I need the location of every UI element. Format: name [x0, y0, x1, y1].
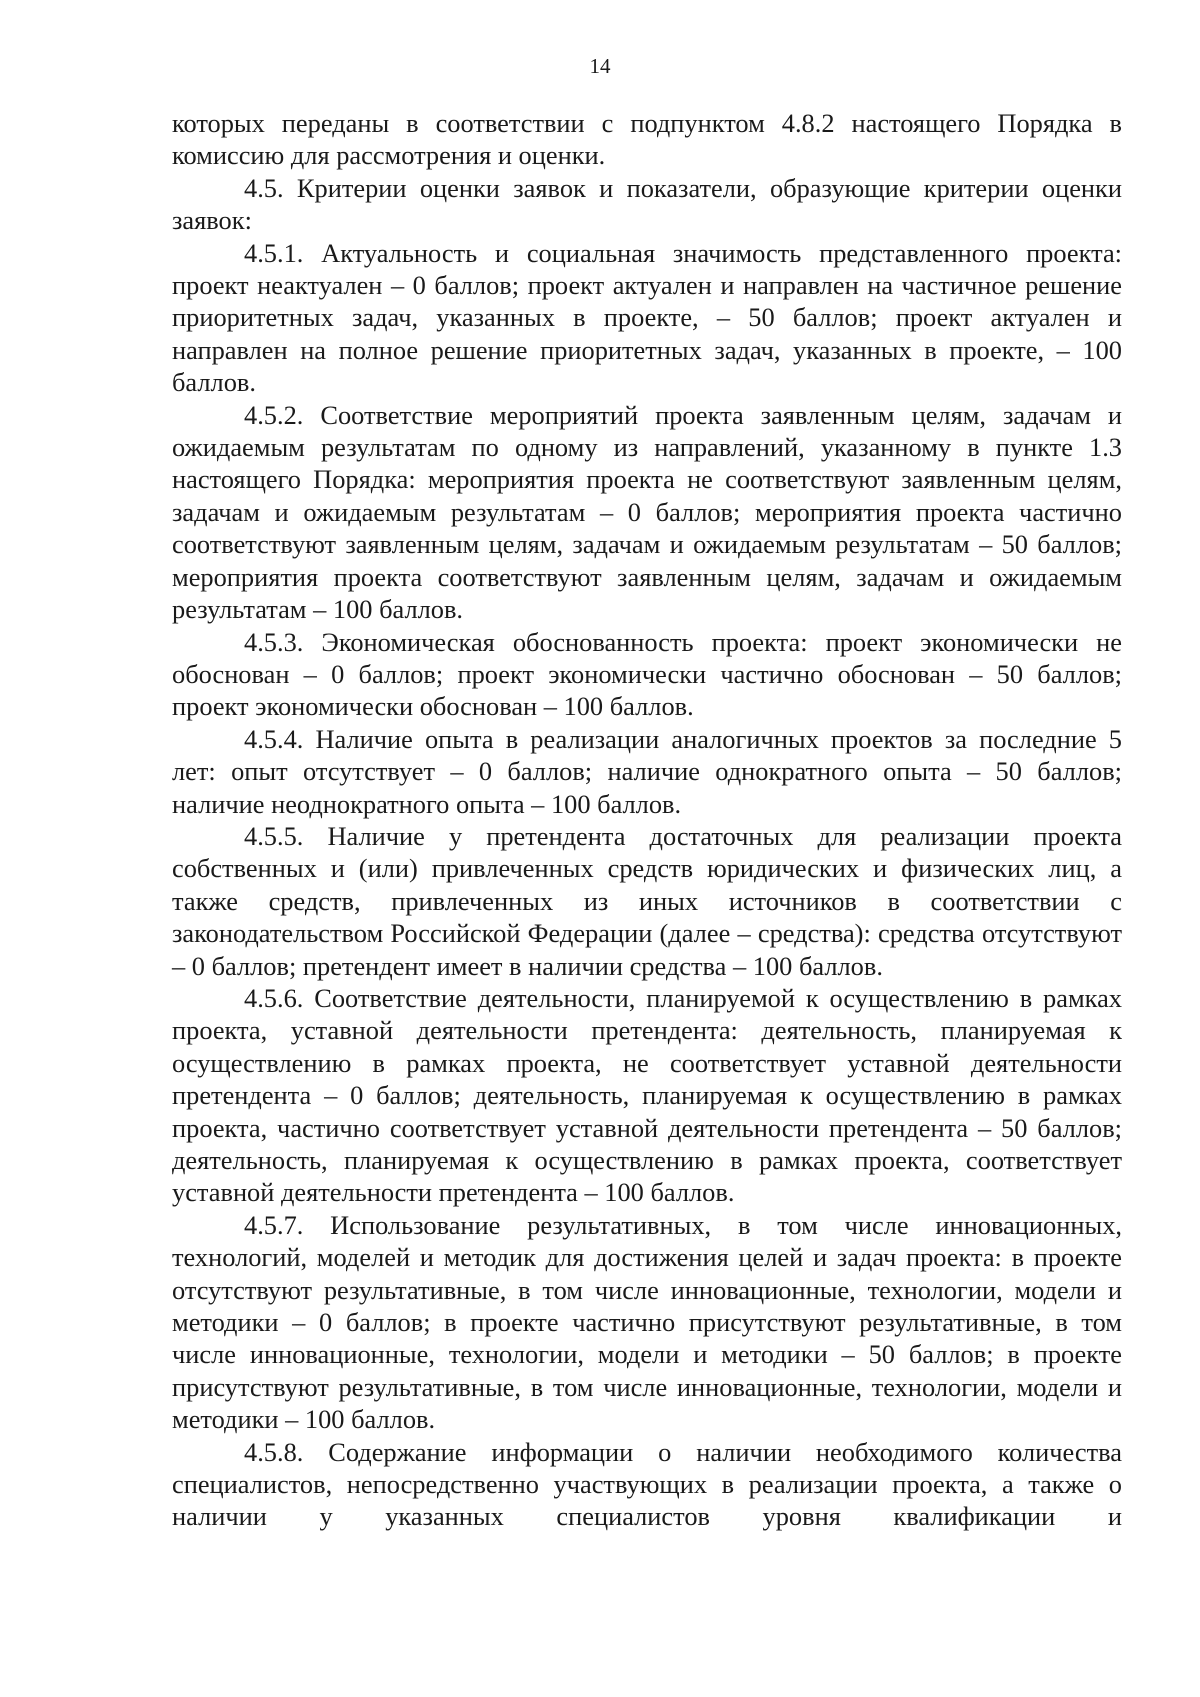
document-body — [172, 107, 1122, 1533]
paragraph-4-5-6: 4.5.6. Соответствие деятельности, планируемой к осуществлению в рамках проекта, уставной деятельности претендента: деятельность, планируемая к осуществлению в рамках проекта, не соответствует уставной деятельности претендента – 0 баллов; деятельность, планируемая к осуществлению в рамках проекта, частично соответствует уставной деятельности претендента – 50 баллов; деятельность, планируемая к осуществлению в рамках проекта, соответствует уставной деятельности претендента – 100 баллов. — [172, 982, 1122, 1208]
paragraph-4-5-5: 4.5.5. Наличие у претендента достаточных для реализации проекта собственных и (или) привлеченных средств юридических и физических лиц, а также средств, привлеченных из иных источников в соответствии с законодательством Российской Федерации (далее – средства): средства отсутствуют – 0 баллов; претендент имеет в наличии средства – 100 баллов. — [172, 820, 1122, 981]
paragraph-4-5: 4.5. Критерии оценки заявок и показатели, образующие критерии оценки заявок: — [172, 172, 1122, 236]
paragraph-4-5-7: 4.5.7. Использование результативных, в том числе инновационных, технологий, моделей и методик для достижения целей и задач проекта: в проекте отсутствуют результативные, в том числе инновационные, технологии, модели и методики – 0 баллов; в проекте частично присутствуют результативные, в том числе инновационные, технологии, модели и методики – 50 баллов; в проекте присутствуют результативные, в том числе инновационные, технологии, модели и методики – 100 баллов. — [172, 1209, 1122, 1435]
page-number: 14 — [589, 54, 611, 78]
paragraph-4-5-8: 4.5.8. Содержание информации о наличии необходимого количества специалистов, непосредственно участвующих в реализации проекта, а также о наличии у указанных специалистов уровня квалификации и — [172, 1436, 1122, 1532]
paragraph-4-5-4: 4.5.4. Наличие опыта в реализации аналогичных проектов за последние 5 лет: опыт отсутствует – 0 баллов; наличие однократного опыта – 50 баллов; наличие неоднократного опыта – 100 баллов. — [172, 723, 1122, 819]
paragraph-4-5-3: 4.5.3. Экономическая обоснованность проекта: проект экономически не обоснован – 0 баллов; проект экономически частично обоснован – 50 баллов; проект экономически обоснован – 100 баллов. — [172, 626, 1122, 722]
paragraph-continuation: которых переданы в соответствии с подпунктом 4.8.2 настоящего Порядка в комиссию для рассмотрения и оценки. — [172, 108, 1122, 171]
paragraph-4-5-1: 4.5.1. Актуальность и социальная значимость представленного проекта: проект неактуален – 0 баллов; проект актуален и направлен на частичное решение приоритетных задач, указанных в проекте, – 50 баллов; проект актуален и направлен на полное решение приоритетных задач, указанных в проекте, – 100 баллов. — [172, 237, 1122, 398]
paragraph-4-5-2: 4.5.2. Соответствие мероприятий проекта заявленным целям, задачам и ожидаемым результатам по одному из направлений, указанному в пункте 1.3 настоящего Порядка: мероприятия проекта не соответствуют заявленным целям, задачам и ожидаемым результатам – 0 баллов; мероприятия проекта частично соответствуют заявленным целям, задачам и ожидаемым результатам – 50 баллов; мероприятия проекта соответствуют заявленным целям, задачам и ожидаемым результатам – 100 баллов. — [172, 399, 1122, 625]
